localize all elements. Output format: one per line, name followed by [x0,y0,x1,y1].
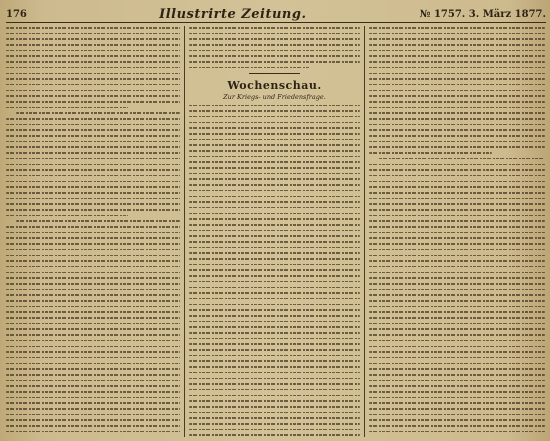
middle-column-body-text [189,105,360,438]
right-column [369,27,545,437]
left-column [6,27,180,437]
column-divider-left [184,26,185,437]
publication-title: Illustrirte Zeitung. [159,6,307,22]
column-divider-right [364,26,365,437]
page-number: 176 [6,8,27,20]
page-header [6,6,546,23]
section-subtitle: Zur Kriegs- und Friedensfrage. [223,92,326,101]
middle-column [189,27,360,437]
issue-info: № 1757. 3. März 1877. [419,8,546,20]
section-title: Wochenschau. [227,78,322,92]
section-divider [249,73,300,74]
right-column-text [369,27,545,437]
left-column-text [6,27,180,437]
middle-column-top-text [189,27,360,68]
